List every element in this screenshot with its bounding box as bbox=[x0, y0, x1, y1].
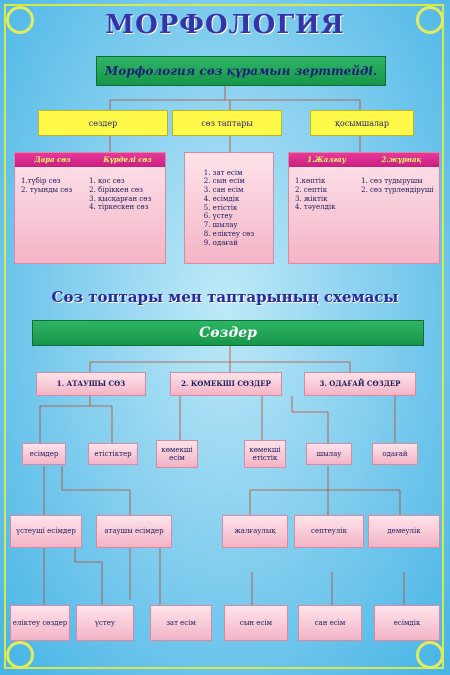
node-auxiliary-verb: көмекші етістік bbox=[244, 440, 286, 468]
node-numeral: сан есім bbox=[298, 605, 362, 641]
group-naming-words: 1. АТАУШЫ СӨЗ bbox=[36, 372, 146, 396]
node-particle-emphasis: демеулік bbox=[368, 515, 440, 548]
poster-title: МОРФОЛОГИЯ bbox=[105, 10, 345, 40]
node-onomatopoeia: еліктеу сөздер bbox=[10, 605, 70, 641]
list-item: 8. еліктеу сөз bbox=[203, 229, 255, 238]
list-item: 2. туынды сөз bbox=[21, 185, 73, 194]
list-item: 9. одағай bbox=[203, 238, 238, 247]
node-noun: зат есім bbox=[150, 605, 212, 641]
scheme-title: Сөз топтары мен таптарының схемасы bbox=[51, 288, 399, 306]
suffix-header: 2.жұрнақ bbox=[364, 153, 439, 167]
node-adverb: үстеу bbox=[76, 605, 134, 641]
list-item: 1. қос сөз bbox=[89, 177, 125, 185]
category-parts-of-speech: сөз таптары bbox=[172, 110, 282, 136]
list-item: 3. жіктік bbox=[295, 194, 328, 203]
node-adverbial-nominals: үстеуші есімдер bbox=[10, 515, 82, 548]
list-item: 1.көптік bbox=[295, 177, 326, 185]
node-pronoun: есімдік bbox=[374, 605, 440, 641]
node-auxiliary-noun: көмекші есім bbox=[156, 440, 198, 468]
scheme-root-banner: Сөздер bbox=[32, 320, 424, 346]
parts-of-speech-list bbox=[204, 169, 254, 248]
node-postposition: септеулік bbox=[294, 515, 364, 548]
node-conjunction: жалғаулық bbox=[222, 515, 288, 548]
ending-header: 1.Жалғау bbox=[289, 153, 364, 167]
suffix-list bbox=[361, 177, 435, 212]
node-naming-nominals: атаушы есімдер bbox=[96, 515, 172, 548]
group-interjections: 3. ОДАҒАЙ СӨЗДЕР bbox=[304, 372, 416, 396]
list-item: 5. етістік bbox=[203, 203, 238, 212]
list-item: 1. зат есім bbox=[203, 168, 243, 177]
words-panel bbox=[14, 152, 166, 264]
node-particle: шылау bbox=[306, 443, 352, 465]
group-auxiliary-words: 2. КӨМЕКШІ СӨЗДЕР bbox=[170, 372, 282, 396]
node-nominals: есімдер bbox=[22, 443, 66, 465]
list-item: 3. қысқарған сөз bbox=[89, 194, 152, 203]
simple-word-list bbox=[21, 177, 89, 212]
list-item: 7. шылау bbox=[203, 221, 238, 230]
node-verbs: етістіктер bbox=[88, 443, 138, 465]
list-item: 2. біріккен сөз bbox=[89, 185, 143, 194]
list-item: 2. сөз түрлендіруші bbox=[361, 185, 434, 194]
list-item: 4. тәуелдік bbox=[295, 203, 336, 212]
list-item: 3. сан есім bbox=[203, 186, 244, 195]
list-item: 4. тіркескен сөз bbox=[89, 203, 149, 212]
list-item: 1.түбір сөз bbox=[21, 177, 61, 185]
list-item: 1. сөз тудырушы bbox=[361, 177, 423, 185]
list-item: 2. септік bbox=[295, 185, 328, 194]
list-item: 6. үстеу bbox=[203, 212, 233, 221]
category-words: сөздер bbox=[38, 110, 168, 136]
ending-list bbox=[295, 177, 361, 212]
category-affixes: қосымшалар bbox=[310, 110, 414, 136]
affix-panel bbox=[288, 152, 440, 264]
definition-banner: Морфология сөз құрамын зерттейді. bbox=[96, 56, 386, 86]
list-item: 4. есімдік bbox=[203, 194, 240, 203]
parts-of-speech-panel bbox=[184, 152, 274, 264]
node-adjective: сын есім bbox=[224, 605, 288, 641]
compound-word-list bbox=[89, 177, 161, 212]
simple-word-header: Дара сөз bbox=[15, 153, 90, 167]
node-interjection: одағай bbox=[372, 443, 418, 465]
list-item: 2. сын есім bbox=[203, 177, 245, 186]
compound-word-header: Күрделі сөз bbox=[90, 153, 165, 167]
